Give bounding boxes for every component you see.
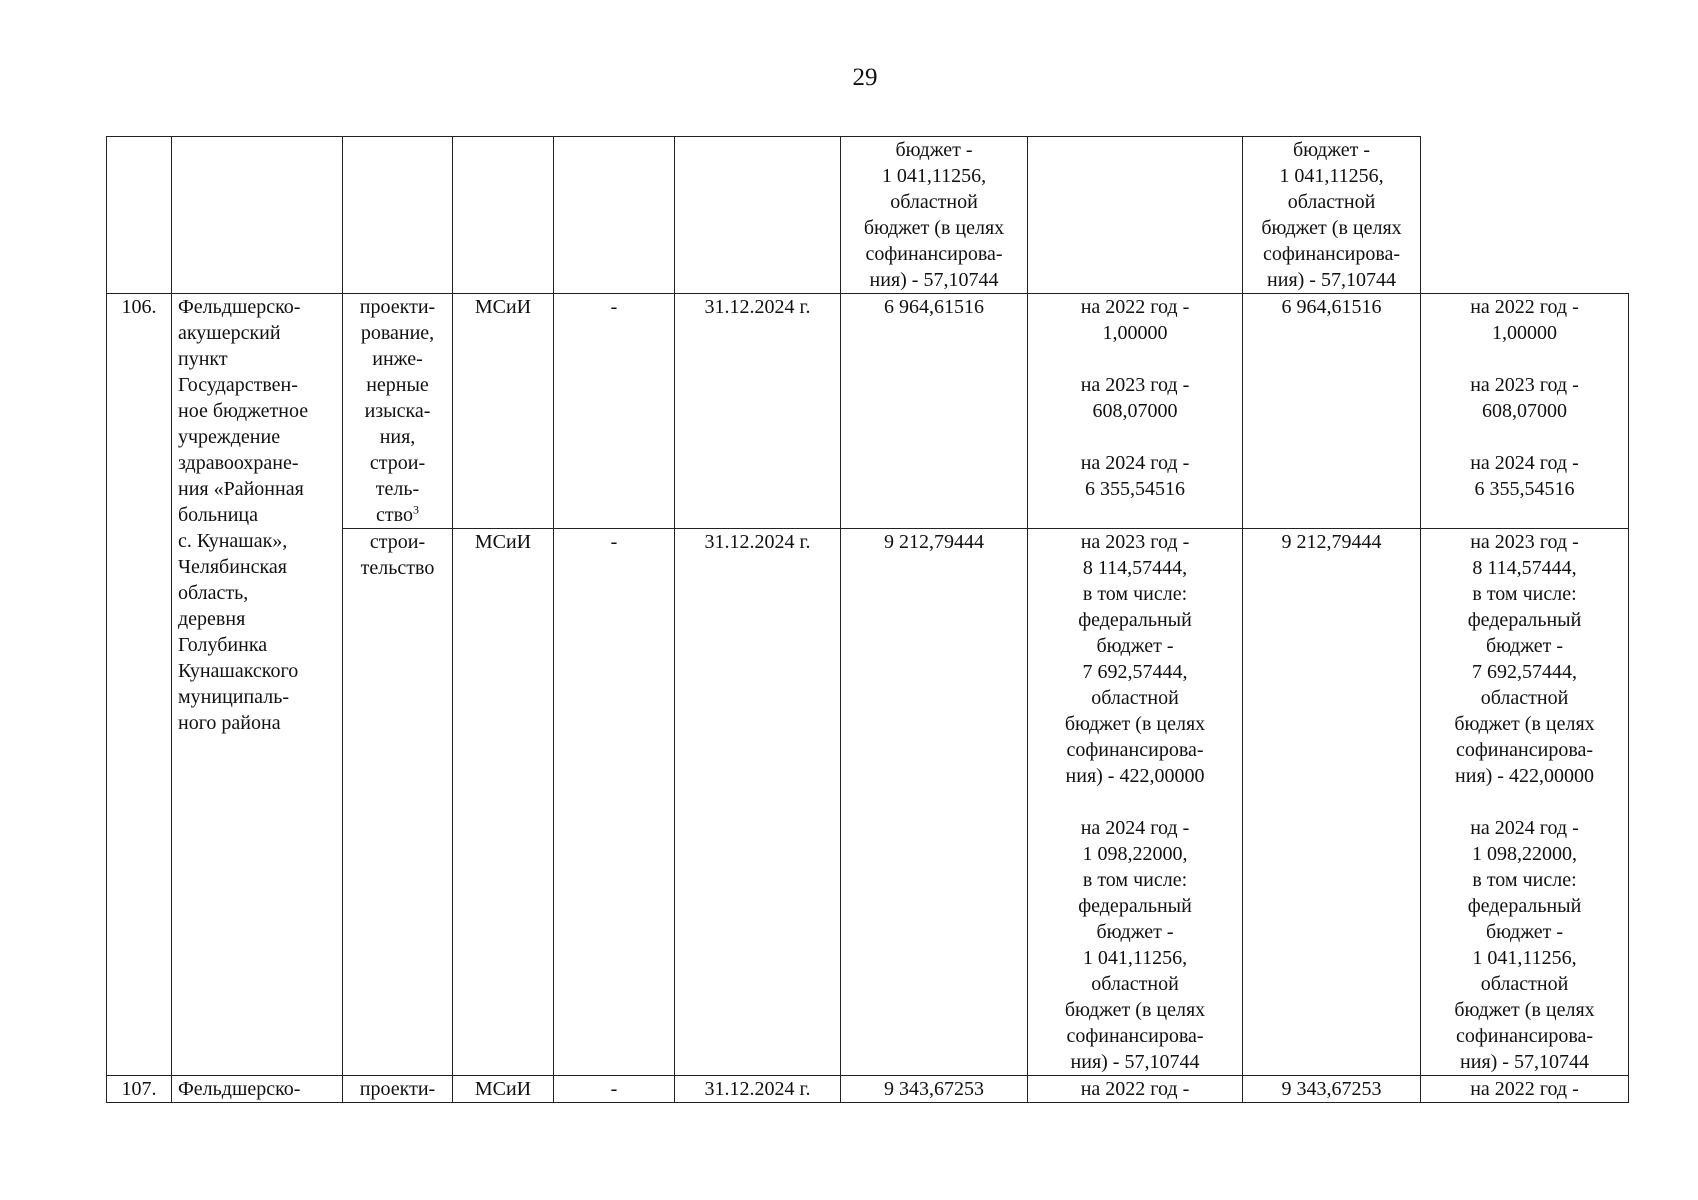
cell-empty [343, 137, 453, 294]
total-cost: 9 212,79444 [841, 529, 1028, 1076]
work-type-text: проекти- рование, инже- нерные изыска- ния, строи- тель- ство [359, 296, 436, 526]
total-cost-2: 9 212,79444 [1243, 529, 1421, 1076]
cell-empty [107, 137, 172, 294]
work-type [343, 294, 453, 529]
cell-empty [675, 137, 841, 294]
capacity: - [554, 294, 675, 529]
row-number: 106. [107, 294, 172, 1076]
financing-cell: на 2022 год - 1,00000 на 2023 год - 608,07000 на 2024 год - 6 355,54516 [1028, 294, 1243, 529]
deadline: 31.12.2024 г. [675, 294, 841, 529]
customer: МСиИ [453, 294, 554, 529]
row-number: 107. [107, 1076, 172, 1103]
capacity: - [554, 529, 675, 1076]
continued-row [107, 137, 1629, 294]
cell-empty [453, 137, 554, 294]
cell-empty [172, 137, 343, 294]
total-cost-2: 6 964,61516 [1243, 294, 1421, 529]
work-type: проекти- [343, 1076, 453, 1103]
financing-cell: на 2022 год - [1028, 1076, 1243, 1103]
financing-cell-2: на 2022 год - [1421, 1076, 1629, 1103]
capacity: - [554, 1076, 675, 1103]
financing-cell-2: бюджет - 1 041,11256, областной бюджет (в целях софинансирова- ния) - 57,10744 [1243, 137, 1421, 294]
object-name: Фельдшерско- [172, 1076, 343, 1103]
customer: МСиИ [453, 529, 554, 1076]
table-row-107 [107, 1076, 1629, 1103]
cell-empty [1028, 137, 1243, 294]
total-cost: 6 964,61516 [841, 294, 1028, 529]
customer: МСиИ [453, 1076, 554, 1103]
financing-cell-2: на 2022 год - 1,00000 на 2023 год - 608,07000 на 2024 год - 6 355,54516 [1421, 294, 1629, 529]
financing-cell: на 2023 год - 8 114,57444, в том числе: федеральный бюджет - 7 692,57444, областной бюджет (в целях софинансирова- ния) - 422,00000 на 2024 год - 1 098,22000, в том числе: федеральный бюджет - 1 041,11256, областной бюджет (в целях софинансирова- ния) - 57,10744 [1028, 529, 1243, 1076]
work-type: строи- тельство [343, 529, 453, 1076]
financing-cell-2: на 2023 год - 8 114,57444, в том числе: федеральный бюджет - 7 692,57444, областной бюджет (в целях софинансирова- ния) - 422,00000 на 2024 год - 1 098,22000, в том числе: федеральный бюджет - 1 041,11256, областной бюджет (в целях софинансирова- ния) - 57,10744 [1421, 529, 1629, 1076]
total-cost: 9 343,67253 [841, 1076, 1028, 1103]
financing-cell: бюджет - 1 041,11256, областной бюджет (в целях софинансирова- ния) - 57,10744 [841, 137, 1028, 294]
construction-objects-table [106, 136, 1629, 1103]
table-row-106a [107, 294, 1629, 529]
page-number: 29 [852, 64, 878, 91]
cell-empty [554, 137, 675, 294]
total-cost-2: 9 343,67253 [1243, 1076, 1421, 1103]
object-name: Фельдшерско- акушерский пункт Государствен- ное бюджетное учреждение здравоохране- ния «Районная больница с. Кунашак», Челябинская область, деревня Голубинка Кунашакского муниципаль- ного района [172, 294, 343, 1076]
deadline: 31.12.2024 г. [675, 1076, 841, 1103]
footnote-mark: 3 [412, 502, 419, 517]
deadline: 31.12.2024 г. [675, 529, 841, 1076]
